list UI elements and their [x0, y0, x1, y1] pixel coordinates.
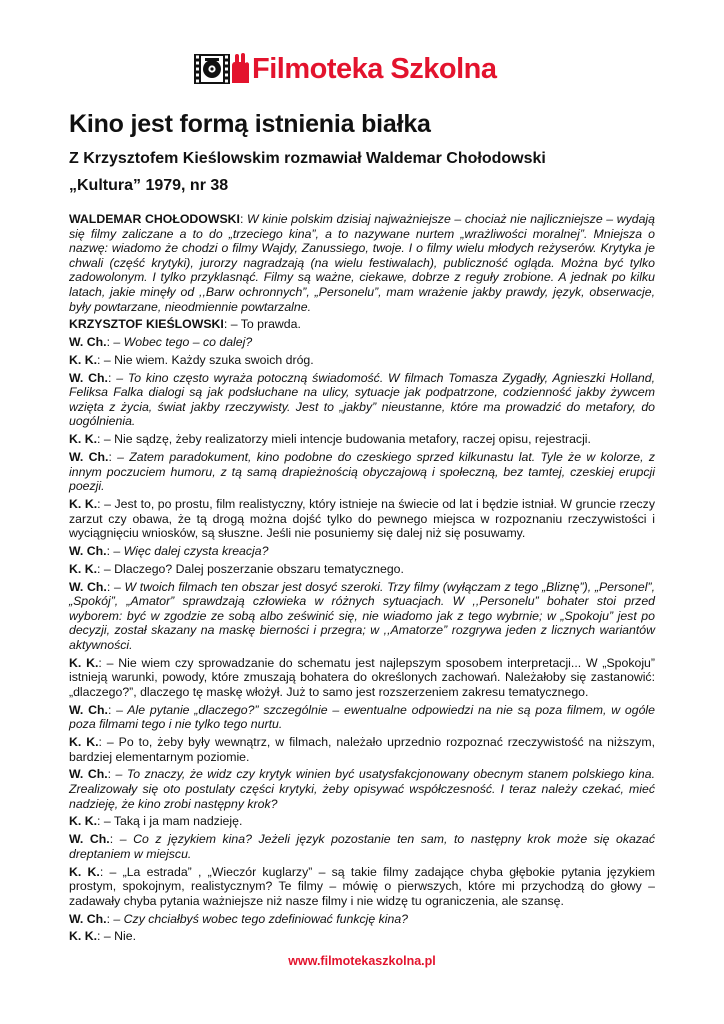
speaker-separator: : [97, 814, 104, 829]
speaker-label: W. Ch. [69, 702, 108, 717]
utterance-text: – Nie wiem czy sprowadzanie do schematu jest najlepszym sposobem interpretacji... W „Spokoju” istnieją warunki, powody, które zmuszają bohatera do określonych zachowań. Należałoby się zastanowić: „dlaczego?”, dlaczego tę maskę włożył. Już to samo jest rozszerzeniem zakresu tematycznego. [69, 655, 655, 699]
speaker-separator: : [106, 543, 114, 558]
speaker-separator: : [99, 864, 110, 879]
utterance-text: – Jest to, po prostu, film realistyczny, który istnieje na świecie od lat i będzie istniał. W gruncie rzeczy zarzut czy obawa, że tą drogą można dojść tylko do pewnego miejsca w rozpoznaniu rzeczywistości i wyciągnięciu wniosków, są słuszne. Jeśli nie posuniemy się dalej niż się posuwamy. [69, 497, 655, 541]
interview-paragraph [69, 353, 655, 368]
speaker-label: K. K. [69, 929, 98, 944]
speaker-label: WALDEMAR CHOŁODOWSKI [69, 212, 240, 226]
speaker-label: W. Ch. [69, 911, 107, 926]
utterance-text: – To prawda. [230, 317, 301, 332]
interview-paragraph [69, 703, 655, 732]
interview-paragraph [69, 432, 655, 447]
utterance-text: – Zatem paradokument, kino podobne do czeskiego sprzed kilkunastu lat. Tyle że w kolorze, z innym poczuciem humoru, z tą samą drapieżnością obyczajową i społeczną, bez tamtej, czeskiej erupcji poezji. [69, 450, 655, 494]
interview-paragraph [69, 450, 655, 494]
article-source: „Kultura” 1979, nr 38 [69, 177, 229, 194]
speaker-separator: : [239, 212, 248, 226]
utterance-text: – Nie. [103, 929, 136, 944]
utterance-text: – Czy chciałbyś wobec tego zdefiniować funkcję kina? [113, 911, 409, 926]
speaker-separator: : [97, 352, 104, 367]
speaker-separator: : [97, 432, 104, 447]
speaker-separator: : [106, 335, 114, 350]
article-title: Kino jest formą istnienia białka [69, 110, 431, 138]
speaker-separator: : [98, 735, 107, 750]
speaker-label: W. Ch. [69, 370, 108, 385]
brand-logo-text: Filmoteka Szkolna [252, 53, 497, 85]
speaker-label: K. K. [69, 655, 99, 670]
speaker-separator: : [107, 702, 117, 717]
interview-paragraph [69, 335, 655, 350]
speaker-separator: : [107, 370, 117, 385]
speaker-separator: : [97, 561, 104, 576]
speaker-separator: : [109, 832, 120, 847]
speaker-label: K. K. [69, 735, 99, 750]
utterance-text: – Taką i ja mam nadzieję. [103, 814, 243, 829]
interview-paragraph [69, 767, 655, 811]
utterance-text: – „La estrada” , „Wieczór kuglarzy” – są takie filmy zadające chyba głębokie pytania językiem prostym, spokojnym, realistycznym? Te filmy – mówię o pierwszych, które mi przychodzą do głowy – zadawały chyba pytania ważniejsze niż nasze filmy i nie widzę tu ograniczenia, ale szansę. [69, 864, 655, 908]
utterance-text: – Wobec tego – co dalej? [113, 335, 253, 350]
interview-paragraph [69, 912, 655, 927]
speaker-label: W. Ch. [69, 335, 107, 350]
speaker-label: W. Ch. [69, 579, 107, 594]
speaker-separator: : [97, 497, 105, 511]
interview-paragraph [69, 735, 655, 764]
utterance-text: W kinie polskim dzisiaj najważniejsze – chociaż nie najliczniejsze – wydają się filmy zaliczane a to do „trzeciego kina”, a to nazywane nurtem „wrażliwości moralnej”. Mniejsza o nazwę: wiadomo że chodzi o filmy Wajdy, Zanussiego, twoje. I o filmy wielu młodych reżyserów. Krytyka je chwali (część krytyki), jurorzy nagradzają (na wielu festiwalach), publiczność ogląda. Można być tylko zadowolonym. I tylko przyklasnąć. Filmy są ważne, ciekawe, dobrze z reguły zrobione. A jednak po kilku latach, jakie minęły od ,,Barw ochronnych”, „Personelu”, mam wrażenie jakby prawdy, język, obserwacje, były powtarzane, nieodmiennie powtarzalne. [69, 212, 656, 314]
speaker-separator: : [223, 317, 231, 332]
utterance-text: – Nie sądzę, żeby realizatorzy mieli intencje budowania metafory, raczej opisu, rejestracji. [103, 432, 591, 447]
article-subtitle: Z Krzysztofem Kieślowskim rozmawiał Waldemar Chołodowski [69, 150, 546, 167]
interview-paragraph [69, 544, 655, 559]
utterance-text: – Po to, żeby były wewnątrz, w filmach, należało uprzednio rozpoznać rzeczywistość na niższym, bardziej elementarnym poziomie. [69, 735, 655, 764]
footer-url-link[interactable]: www.filmotekaszkolna.pl [288, 954, 436, 968]
speaker-separator: : [98, 655, 107, 670]
utterance-text: – W twoich filmach ten obszar jest dosyć szeroki. Trzy filmy (wyłączam z tego „Bliznę”), „Personel”, „Spokój”, „Amator” sprawdzają człowieka w różnych sytuacjach. W ,,Personelu” bohater stoi przed wyborem: być w zgodzie ze sobą albo ześwinić się, nie wiadomo jak z tego wybrnie; w „Spokoju” jest po decyzji, został skazany na maskę bierności i przegra; w ,,Amatorze” rozgrywa jeden z licznych wariantów aktywności. [69, 579, 655, 652]
speaker-separator: : [107, 767, 116, 782]
utterance-text: – Nie wiem. Każdy szuka swoich dróg. [103, 352, 314, 367]
speaker-separator: : [106, 911, 114, 926]
interview-paragraph [69, 562, 655, 577]
speaker-label: K. K. [69, 561, 98, 576]
interview-paragraph [69, 580, 655, 653]
speaker-label: K. K. [69, 864, 100, 879]
speaker-label: W. Ch. [69, 832, 110, 847]
speaker-label: W. Ch. [69, 450, 109, 465]
utterance-text: – Więc dalej czysta kreacja? [113, 543, 269, 558]
utterance-text: – To kino często wyraża potoczną świadomość. W filmach Tomasza Zygadły, Agnieszki Holland, Feliksa Falka dialogi są jak podsłuchane na ulicy, sytuacje jak podpatrzone, codzienność jakby żywcem wzięta z życia, świat jakby rzeczywisty. Jest to „jakby” nieustanne, które ma prowadzić do metafory, do uogólnienia. [69, 370, 656, 429]
speaker-label: KRZYSZTOF KIEŚLOWSKI [69, 317, 224, 332]
utterance-text: – Dlaczego? Dalej poszerzanie obszaru tematycznego. [103, 561, 404, 576]
utterance-text: – Co z językiem kina? Jeżeli język pozostanie ten sam, to następny krok może się okazać dreptaniem w miejscu. [69, 832, 655, 861]
interview-body [69, 212, 655, 947]
speaker-label: K. K. [69, 497, 98, 511]
speaker-label: W. Ch. [69, 543, 107, 558]
speaker-separator: : [97, 929, 104, 944]
speaker-label: W. Ch. [69, 767, 108, 782]
interview-paragraph [69, 371, 655, 429]
interview-paragraph [69, 497, 655, 541]
interview-paragraph [69, 929, 655, 944]
speaker-label: K. K. [69, 432, 98, 447]
interview-paragraph [69, 814, 655, 829]
header-logo [193, 50, 497, 88]
speaker-label: K. K. [69, 814, 98, 829]
speaker-separator: : [108, 450, 118, 465]
film-reel-hand-icon [193, 52, 251, 86]
interview-paragraph [69, 212, 655, 314]
interview-paragraph [69, 317, 655, 332]
speaker-separator: : [106, 579, 114, 594]
utterance-text: – Ale pytanie „dlaczego?” szczególnie – ewentualne odpowiedzi na nie są poza filmem, w ogóle poza filmami tego i nie tylko tego nurtu. [69, 702, 655, 732]
utterance-text: – To znaczy, że widz czy krytyk winien być usatysfakcjonowany obecnym stanem polskiego kina. Zrealizowały się oto postulaty części krytyki, żeby opisywać współczesność. I teraz należy czekać, mieć nadzieję, że kino zrobi następny krok? [69, 767, 655, 811]
interview-paragraph [69, 656, 655, 700]
interview-paragraph [69, 832, 655, 861]
speaker-label: K. K. [69, 352, 98, 367]
interview-paragraph [69, 865, 655, 909]
